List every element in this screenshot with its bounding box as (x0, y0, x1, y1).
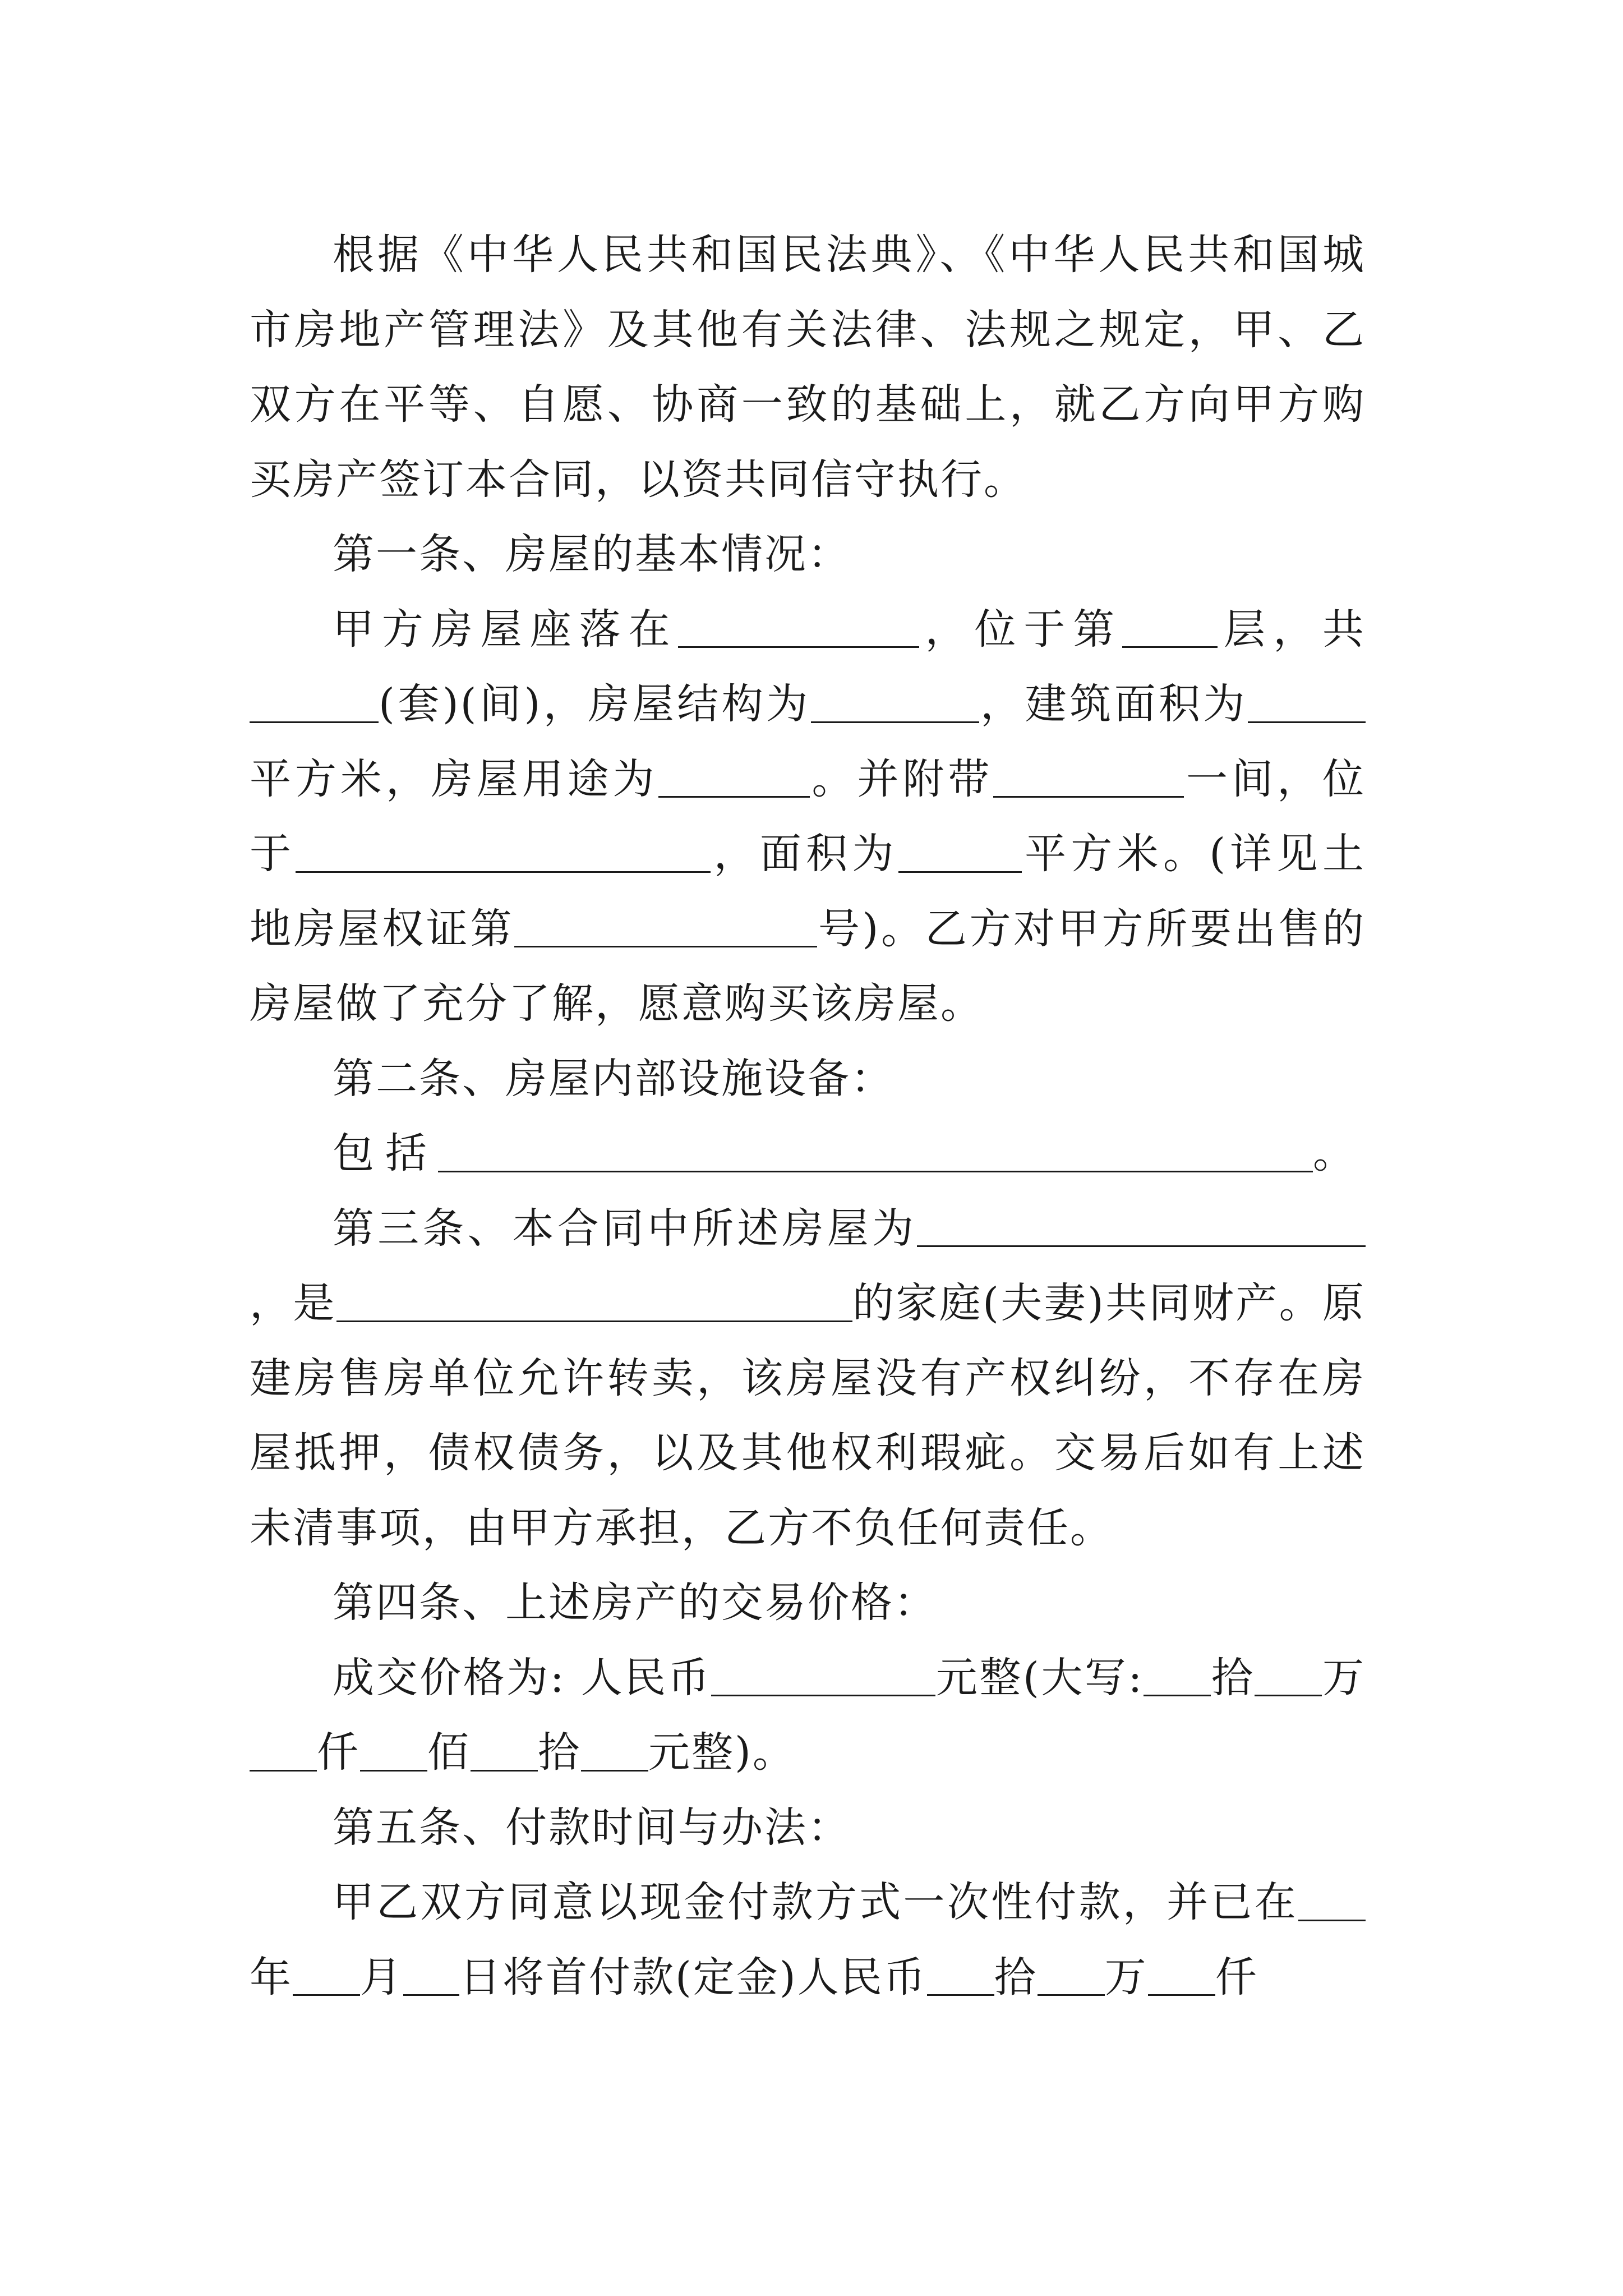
article-2-text: 包括 (333, 1129, 438, 1177)
article-1-paragraph (250, 592, 1366, 1042)
blank-line (293, 1955, 360, 1996)
blank-line (360, 1731, 427, 1772)
article-1-text: 甲方房屋座落在 (333, 605, 678, 654)
article-1-text: 一间，位于 (250, 754, 1366, 878)
blank-line (658, 757, 810, 798)
article-3-text: 的家庭(夫妻)共同财产。原建房售房单位允许转卖，该房屋没有产权纠纷，不存在房屋抵押，债权债务，以及其他权利瑕疵。交易后如有上述未清事项，由甲方承担，乙方不负任何责任。 (250, 1279, 1366, 1552)
blank-line (711, 1655, 935, 1696)
blank-line (1148, 1955, 1215, 1996)
blank-line (471, 1731, 538, 1772)
article-1-text: ，建筑面积为 (979, 680, 1248, 728)
article-4-paragraph (250, 1641, 1366, 1791)
blank-line (514, 907, 817, 947)
blank-line (1298, 1880, 1366, 1921)
blank-line (403, 1955, 459, 1996)
blank-line (336, 1281, 852, 1322)
article-5-text: 日将首付款(定金)人民币 (459, 1953, 927, 2001)
blank-line (678, 607, 919, 648)
blank-line (811, 682, 979, 723)
article-3-paragraph (250, 1191, 1366, 1566)
article-5-text: 年 (250, 1953, 293, 2001)
article-1-text: 层，共 (1218, 605, 1366, 654)
blank-line (581, 1731, 648, 1772)
blank-line (296, 832, 711, 873)
article-1-text: (套)(间)，房屋结构为 (379, 680, 811, 728)
article-5-text: 万 (1104, 1953, 1148, 2001)
blank-line (917, 1206, 1366, 1247)
article-4-text: 仟 (317, 1728, 360, 1777)
article-4-text: 拾 (538, 1728, 581, 1777)
blank-line (250, 1731, 317, 1772)
article-1-title: 第一条、房屋的基本情况： (333, 530, 851, 578)
article-4-title: 第四条、上述房产的交易价格： (333, 1579, 937, 1627)
article-4-text: 万 (1322, 1653, 1366, 1702)
article-5-text: 甲乙双方同意以现金付款方式一次性付款，并已在 (333, 1878, 1298, 1926)
article-4-text: 元整(大写: (935, 1653, 1144, 1702)
article-3-text: 第三条、本合同中所述房屋为 (333, 1204, 917, 1253)
article-5-paragraph (250, 1865, 1366, 2015)
article-4-text: 成交价格为: 人民币 (333, 1653, 712, 1702)
article-1-text: 。并附带 (809, 754, 994, 803)
blank-line (1255, 1655, 1322, 1696)
blank-line (438, 1131, 1313, 1172)
contract-body (250, 218, 1366, 2015)
blank-line (898, 832, 1022, 873)
blank-line (250, 682, 379, 723)
article-4-text: 元整)。 (648, 1728, 796, 1777)
article-5-text: 拾 (994, 1953, 1038, 2001)
article-1-text: 号)。乙方对甲方所要出售的房屋做了充分了解，愿意购买该房屋。 (250, 904, 1366, 1028)
blank-line (1144, 1655, 1211, 1696)
article-3-text: ，是 (250, 1279, 336, 1327)
article-4-text: 佰 (427, 1728, 471, 1777)
blank-line (927, 1955, 994, 1996)
intro-paragraph: 根据《中华人民共和国民法典》、《中华人民共和国城市房地产管理法》及其他有关法律、法规之规定，甲、乙双方在平等、自愿、协商一致的基础上，就乙方向甲方购买房产签订本合同，以资共同信守执行。 (250, 231, 1366, 504)
article-1-text: ，位于第 (919, 605, 1123, 654)
blank-line (993, 757, 1184, 798)
article-2-text: 。 (1313, 1129, 1356, 1177)
blank-line (1038, 1955, 1105, 1996)
article-1-text: 平方米，房屋用途为 (250, 754, 658, 803)
article-2-title: 第二条、房屋内部设施设备： (333, 1054, 894, 1103)
blank-line (1122, 607, 1218, 648)
blank-line (1248, 682, 1366, 723)
article-4-text: 拾 (1211, 1653, 1255, 1702)
article-5-text: 仟 (1215, 1953, 1258, 2001)
article-1-text: 平方米。(详见土地房屋权证第 (250, 830, 1366, 953)
article-5-title: 第五条、付款时间与办法： (333, 1803, 851, 1852)
article-5-text: 月 (360, 1953, 403, 2001)
article-1-text: ，面积为 (711, 830, 898, 878)
article-2-paragraph (250, 1116, 1366, 1191)
